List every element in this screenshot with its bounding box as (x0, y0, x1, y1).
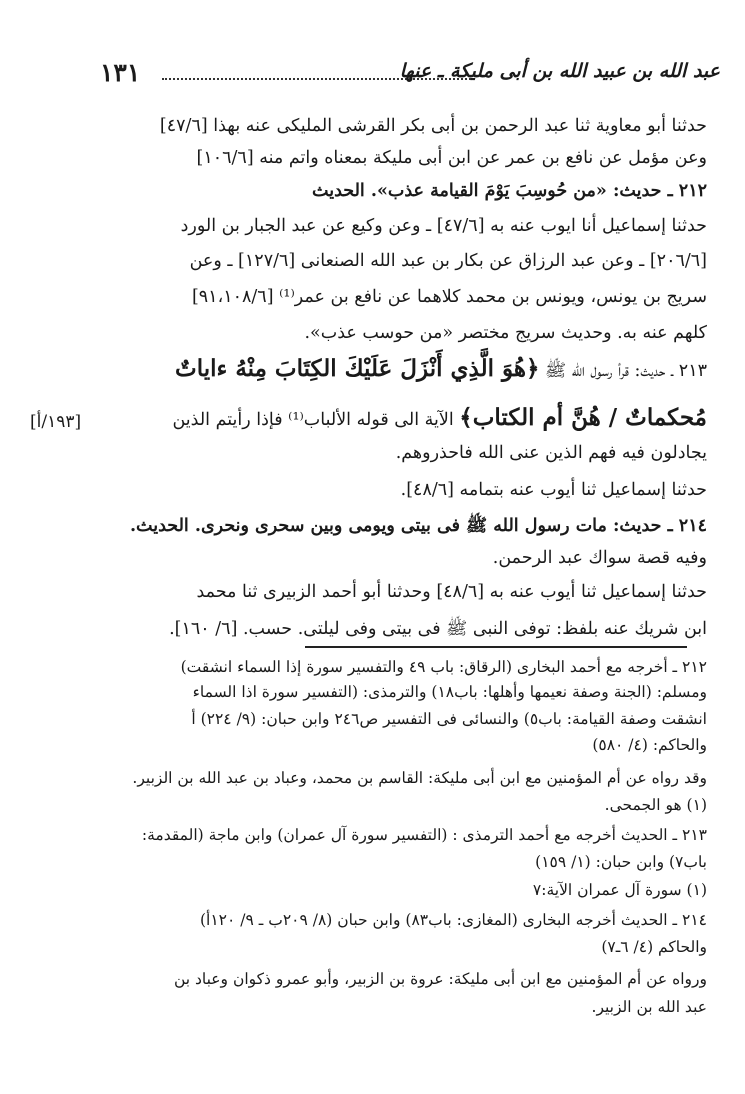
text-line: وعن مؤمل عن نافع بن عمر عن ابن أبى مليكة بمعناه واتم منه [١٠٦/٦] (196, 148, 707, 168)
text-line: [٢٠٦/٦] ـ وعن عبد الرزاق عن بكار بن عبد الله الصنعانى [١٢٧/٦] ـ وعن (189, 251, 707, 271)
text-line: حدثنا إسماعيل أنا ايوب عنه به [٤٧/٦] ـ وعن وكيع عن عبد الجبار بن الورد (180, 216, 707, 236)
footnote-line: ٢١٢ ـ أخرجه مع أحمد البخارى (الرقاق: باب ٤٩ والتفسير سورة إذا السماء انشقت) (180, 658, 707, 676)
text-line: كلهم عنه به. وحديث سريج مختصر «من حوسب عذب». (304, 323, 707, 343)
header-title: عبد الله بن عبيد الله بن أبى مليكة ـ عنها (399, 60, 720, 82)
footnote-line: وقد رواه عن أم المؤمنين مع ابن أبى مليكة: القاسم بن محمد، وعباد بن عبد الله بن الزبير. (132, 769, 707, 787)
text-line: يجادلون فيه فهم الذين عنى الله فاحذروهم. (395, 443, 707, 463)
footnote-line: (١) هو الجمحى. (604, 796, 707, 814)
text-line: حدثنا إسماعيل ثنا أيوب عنه به [٤٨/٦] وحدثنا أبو أحمد الزبيرى ثنا محمد (196, 582, 707, 602)
hadith-intro: ٢١٣ ـ حديث: قرأ رسول الله ﷺ (539, 361, 707, 381)
footnote-line: انشقت وصفة القيامة: باب٥) والنسائى فى التفسير ص٢٤٦ وابن حبان: (٩/ ٢٢٤) أ (191, 710, 707, 728)
footnote-line: ٢١٣ ـ الحديث أخرجه مع أحمد الترمذى : (التفسير سورة آل عمران) وابن ماجة (المقدمة: (141, 826, 707, 844)
quran-verse: مُحكماتٌ / هُنَّ أم الكتاب﴾ (459, 404, 707, 431)
text-line (172, 404, 707, 431)
footnote-line: ومسلم: (الجنة وصفة نعيمها وأهلها: باب١٨) والترمذى: (التفسير سورة اذا السماء (192, 683, 707, 701)
page-number: ١٣١ (100, 58, 141, 87)
footnote-line: والحاكم: (٤/ ٥٨٠) (592, 736, 707, 754)
margin-reference: [١٩٣/أ] (30, 412, 82, 432)
text-line: سريج بن يونس، ويونس بن محمد كلاهما عن نافع بن عمر⁽¹⁾ [٩١،١٠٨/٦] (191, 287, 707, 307)
hadith-heading (175, 355, 707, 385)
hadith-heading: ٢١٢ ـ حديث: «من حُوسِبَ يَوْمَ القيامة عذب». الحديث (312, 181, 707, 201)
footnote-line: والحاكم (٤/ ٦ـ٧) (601, 938, 707, 956)
quran-verse: ﴿هُوَ الَّذِي أَنْزَلَ عَلَيْكَ الكِتَابَ مِنْهُ ءاياتٌ (175, 355, 540, 382)
text-line: ابن شريك عنه بلفظ: توفى النبى ﷺ فى بيتى وفى ليلتى. حسب. [٦/ ١٦٠]. (169, 619, 707, 639)
text-line: حدثنا إسماعيل ثنا أيوب عنه بتمامه [٤٨/٦]. (400, 480, 707, 500)
text-line: وفيه قصة سواك عبد الرحمن. (492, 548, 707, 568)
footnote-line: عبد الله بن الزبير. (591, 998, 707, 1016)
hadith-heading: ٢١٤ ـ حديث: مات رسول الله ﷺ فى بيتى ويومى وبين سحرى ونحرى. الحديث. (129, 516, 707, 536)
running-header (100, 58, 720, 98)
verse-continuation: الآية الى قوله الألباب⁽¹⁾ فإذا رأيتم الذين (172, 410, 460, 430)
footnote-divider (305, 646, 687, 648)
footnote-line: باب٧) وابن حبان: (١/ ١٥٩) (535, 853, 707, 871)
footnote-line: ورواه عن أم المؤمنين مع ابن أبى مليكة: عروة بن الزبير، وأبو عمرو ذكوان وعباد بن (173, 970, 707, 988)
text-line: حدثنا أبو معاوية ثنا عبد الرحمن بن أبى بكر القرشى المليكى عنه بهذا [٤٧/٦] (159, 116, 707, 136)
footnote-line: ٢١٤ ـ الحديث أخرجه البخارى (المغازى: باب٨٣) وابن حبان (٨/ ٢٠٩ب ـ ٩/ ١٢٠أ) (200, 911, 707, 929)
footnote-line: (١) سورة آل عمران الآية:٧ (532, 881, 707, 899)
